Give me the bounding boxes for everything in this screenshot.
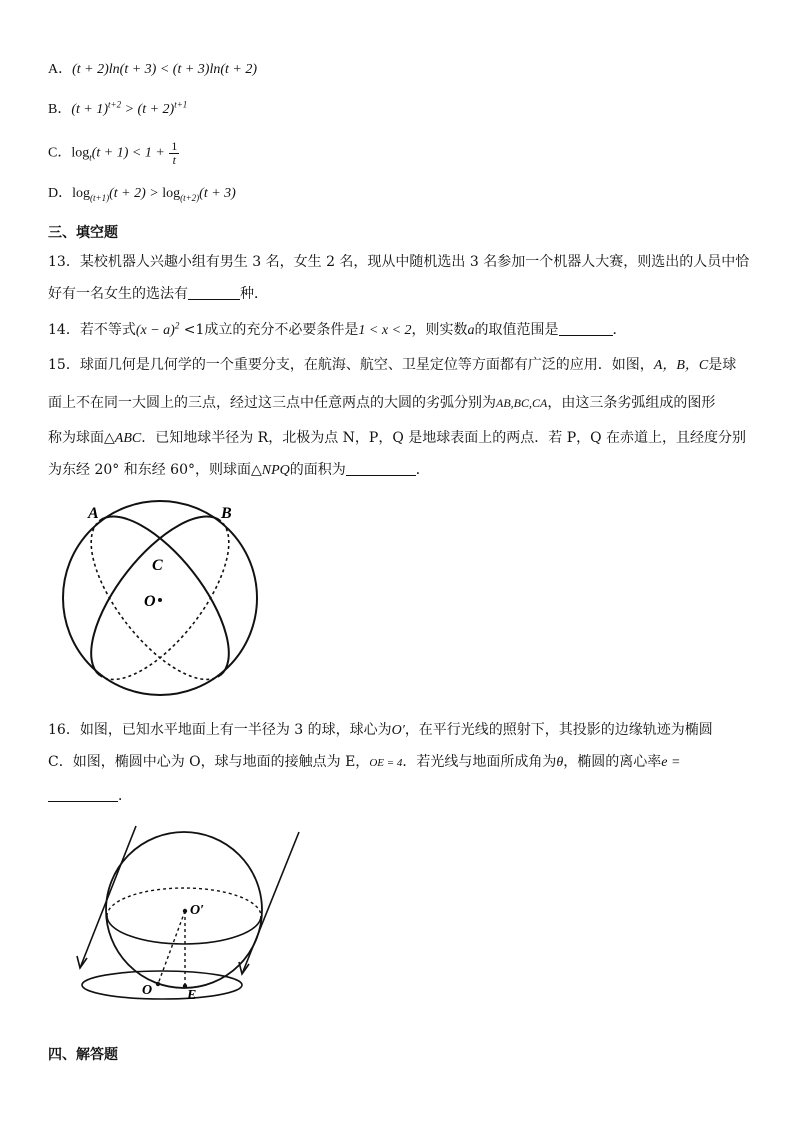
exponent: t+2	[108, 99, 122, 110]
angle-theta: θ	[556, 755, 564, 770]
question-text: ．已知地球半径为 R，北极为点 N，P，Q 是地球表面上的两点．若 P，Q 在赤道上，且经度分别	[141, 430, 747, 446]
spherical-triangle-abc: △ABC	[104, 431, 142, 446]
light-ray-left	[80, 826, 136, 968]
spherical-triangle-npq: △NPQ	[250, 463, 290, 478]
question-text: C．如图，椭圆中心为 O，球与地面的接触点为 E，	[48, 754, 370, 770]
question-text: 的取值范围是	[474, 322, 559, 338]
question-text: ．若光线与地面所成角为	[402, 754, 557, 770]
oe-length: OE = 4	[369, 757, 403, 769]
option-a	[48, 60, 257, 80]
arc-names: AB,BC,CA	[496, 396, 548, 410]
question-text: ．	[415, 462, 430, 478]
label-o-prime: O′	[190, 903, 205, 918]
option-d	[48, 184, 236, 204]
question-14	[48, 320, 627, 341]
fraction-numerator: 1	[171, 139, 178, 153]
question-text: 面上不在同一大圆上的三点，经过这三点中任意两点的大圆的劣弧分别为	[48, 395, 496, 411]
sphere-shadow-figure	[70, 820, 310, 1010]
option-letter: C．	[48, 145, 72, 161]
question-text: ，椭圆的离心率	[563, 754, 662, 770]
exponent: 2	[174, 320, 180, 331]
great-circle-2-front	[67, 496, 221, 675]
section-title-fill-blank: 三、填空题	[48, 225, 118, 241]
question-text: 好有一名女生的选法有	[48, 286, 188, 302]
question-text: ，则实数	[411, 322, 468, 338]
option-letter: B．	[48, 102, 72, 117]
exponent: t+1	[174, 99, 188, 110]
question-13-line-2	[48, 284, 268, 304]
question-text: 15．球面几何是几何学的一个重要分支，在航海、航空、卫星定位等方面都有广泛的应用．如图，	[48, 357, 654, 373]
question-text: 为东经 20° 和东经 60°，则球面	[48, 462, 251, 478]
option-expression: (t + 2)ln(t + 3) < (t + 3)ln(t + 2)	[72, 62, 257, 77]
label-b: B	[221, 505, 232, 522]
option-c	[48, 140, 180, 167]
inequality-expression: (x − a)	[135, 323, 175, 338]
question-text: ，由这三条劣弧组成的图形	[547, 395, 716, 411]
light-ray-right	[242, 832, 299, 974]
question-text: ．	[612, 322, 627, 338]
question-15-line-3	[48, 428, 746, 449]
log-base: (t+2)	[180, 192, 200, 203]
question-text: 种．	[240, 286, 268, 302]
log-function: log	[162, 186, 181, 201]
segment-o-prime-o	[158, 911, 185, 984]
answer-blank[interactable]	[188, 285, 240, 300]
option-expression: (t + 1)	[71, 102, 109, 117]
log-function: log	[72, 186, 91, 201]
great-circle-1-front	[100, 496, 254, 675]
option-expression: (t + 2)	[137, 102, 175, 117]
great-circle-2-back	[100, 521, 254, 696]
label-o: O	[142, 983, 153, 998]
points-abc: A，B，C	[653, 358, 709, 373]
option-expression: (t + 3)	[199, 186, 236, 201]
label-c: C	[152, 557, 163, 574]
question-13-line-1: 13．某校机器人兴趣小组有男生 3 名，女生 2 名，现从中随机选出 3 名参加一个机器人大赛，则选出的人员中恰	[48, 254, 750, 270]
center-point-o	[158, 598, 162, 602]
question-16-line-2	[48, 752, 680, 773]
option-letter: D．	[48, 186, 73, 201]
question-text: 16．如图，已知水平地面上有一半径为 3 的球，球心为	[48, 722, 392, 738]
log-function: log	[71, 145, 90, 161]
label-e: E	[187, 988, 197, 1003]
option-b	[48, 100, 187, 120]
question-15-line-4	[48, 460, 430, 481]
question-text: 称为球面	[48, 430, 104, 446]
option-letter: A．	[48, 62, 73, 77]
log-base: t	[89, 152, 92, 163]
question-text: ，在平行光线的照射下，其投影的边缘轨迹为椭圆	[404, 722, 713, 738]
question-15-line-1	[48, 355, 736, 376]
question-text: ．	[118, 788, 132, 804]
condition-expression: 1 < x < 2	[358, 323, 412, 338]
fraction-denominator: t	[172, 153, 176, 167]
sphere-center-o-prime: O′	[391, 723, 405, 738]
question-15-line-2	[48, 393, 715, 413]
answer-blank[interactable]	[48, 787, 118, 802]
option-expression: (t + 2) >	[109, 186, 163, 201]
question-16-line-1	[48, 720, 713, 741]
sphere-equator-front	[107, 916, 261, 944]
question-text: <1成立的充分不必要条件是	[179, 322, 359, 338]
question-16-line-3	[48, 786, 132, 806]
variable: a	[467, 323, 475, 338]
question-text: 是球	[708, 357, 737, 373]
log-base: (t+1)	[90, 192, 110, 203]
section-title-answers: 四、解答题	[48, 1047, 118, 1063]
question-text: 14．若不等式	[48, 322, 136, 338]
question-text: 的面积为	[289, 462, 346, 478]
label-a: A	[88, 505, 99, 522]
sphere-great-circles-figure	[58, 496, 268, 696]
option-expression: (t + 1) < 1 +	[91, 145, 169, 161]
answer-blank[interactable]	[346, 461, 416, 476]
operator: >	[121, 102, 138, 117]
eccentricity-symbol: e =	[661, 755, 681, 770]
label-o: O	[144, 593, 156, 610]
fraction	[169, 140, 179, 167]
answer-blank[interactable]	[559, 321, 613, 336]
